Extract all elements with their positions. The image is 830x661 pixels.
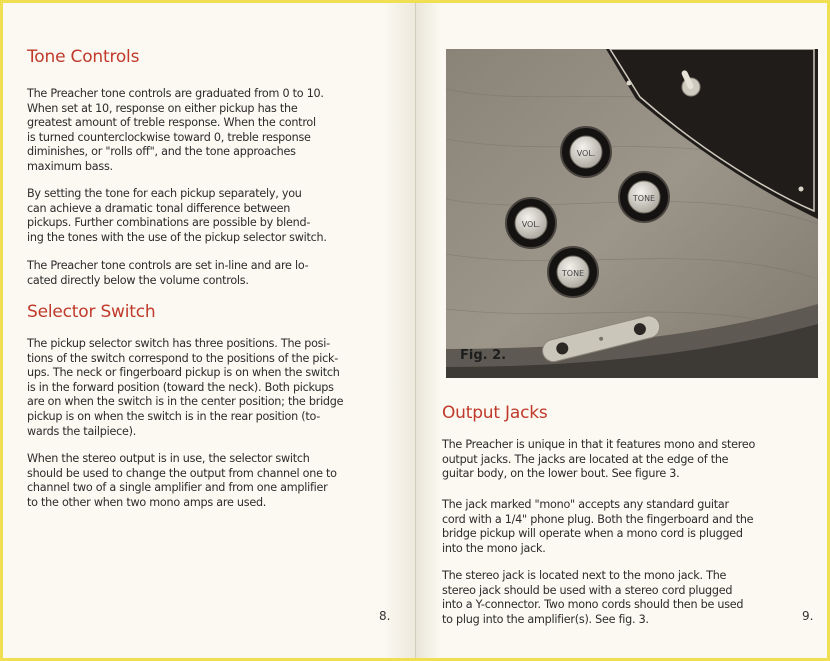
text-line: stereo jack should be used with a stereo cord plugged (442, 583, 733, 597)
text-line: to plug into the amplifier(s). See fig. 3. (442, 612, 649, 626)
knob-label: TONE (632, 194, 656, 203)
text-line: The stereo jack is located next to the mono jack. The (442, 569, 727, 582)
selector-switch-heading: Selector Switch (27, 302, 156, 322)
tone-paragraph-1 (27, 87, 324, 175)
jacks-paragraph-3 (442, 569, 743, 627)
text-line: into the mono jack. (442, 541, 546, 555)
screw-icon (627, 81, 632, 86)
text-line: pickup is on when the switch is in the rear position (to- (27, 409, 321, 423)
text-line: When set at 10, response on either pickup has the (27, 101, 298, 115)
output-jacks-heading: Output Jacks (442, 403, 548, 423)
knob-left (506, 198, 556, 248)
knob-right (619, 172, 669, 222)
text-line: tions of the switch correspond to the positions of the pick- (27, 351, 339, 365)
tone-paragraph-2 (27, 187, 327, 245)
text-line: ing the tones with the use of the pickup selector switch. (27, 230, 327, 244)
left-page (3, 3, 416, 658)
text-line: cated directly below the volume controls. (27, 273, 249, 287)
knob-bottom (548, 247, 598, 297)
text-line: cord with a 1/4" phone plug. Both the fingerboard and the (442, 512, 754, 526)
text-line: channel two of a single amplifier and from one amplifier (27, 481, 328, 495)
tone-controls-heading: Tone Controls (27, 47, 140, 67)
text-line: into a Y-connector. Two mono cords should then be used (442, 598, 744, 612)
jacks-paragraph-1 (442, 438, 755, 482)
text-line: The pickup selector switch has three positions. The posi- (27, 337, 330, 350)
text-line: output jacks. The jacks are located at the edge of the (442, 452, 729, 466)
right-page (416, 3, 827, 658)
text-line: bridge pickup will operate when a mono cord is plugged (442, 527, 743, 541)
booklet-spread (3, 3, 827, 658)
guitar-body-illustration (446, 49, 818, 378)
screw-icon (799, 187, 804, 192)
text-line: The Preacher is unique in that it features mono and stereo (442, 438, 756, 451)
figure-caption: Fig. 2. (460, 348, 507, 363)
text-line: The Preacher tone controls are set in-line and are lo- (27, 259, 309, 272)
knob-label: VOL. (521, 220, 541, 229)
page-number-right: 9. (802, 609, 814, 623)
text-line: are on when the switch is in the center position; the bridge (27, 395, 344, 409)
text-line: The jack marked "mono" accepts any standard guitar (442, 498, 729, 511)
text-line: pickups. Further combinations are possible by blend- (27, 216, 311, 230)
selector-paragraph-1 (27, 337, 343, 439)
knob-top (561, 127, 611, 177)
text-line: When the stereo output is in use, the selector switch (27, 452, 310, 465)
text-line: is turned counterclockwise toward 0, treble response (27, 130, 311, 144)
text-line: to the other when two mono amps are used. (27, 495, 267, 509)
knob-label: TONE (561, 269, 585, 278)
text-line: ups. The neck or fingerboard pickup is on when the switch (27, 366, 340, 380)
text-line: can achieve a dramatic tonal difference between (27, 201, 291, 215)
text-line: guitar body, on the lower bout. See figure 3. (442, 467, 680, 481)
text-line: wards the tailpiece). (27, 424, 137, 438)
text-line: greatest amount of treble response. When the control (27, 116, 316, 130)
figure-2-photo (446, 49, 818, 378)
jacks-paragraph-2 (442, 498, 753, 556)
text-line: is in the forward position (toward the neck). Both pickups (27, 380, 334, 394)
knob-label: VOL. (576, 149, 596, 158)
text-line: maximum bass. (27, 159, 113, 173)
text-line: By setting the tone for each pickup separately, you (27, 187, 302, 200)
page-number-left: 8. (379, 609, 391, 623)
text-line: should be used to change the output from channel one to (27, 466, 337, 480)
tone-paragraph-3 (27, 259, 308, 288)
text-line: diminishes, or "rolls off", and the tone approaches (27, 145, 296, 159)
selector-paragraph-2 (27, 452, 337, 510)
text-line: The Preacher tone controls are graduated from 0 to 10. (27, 87, 324, 100)
